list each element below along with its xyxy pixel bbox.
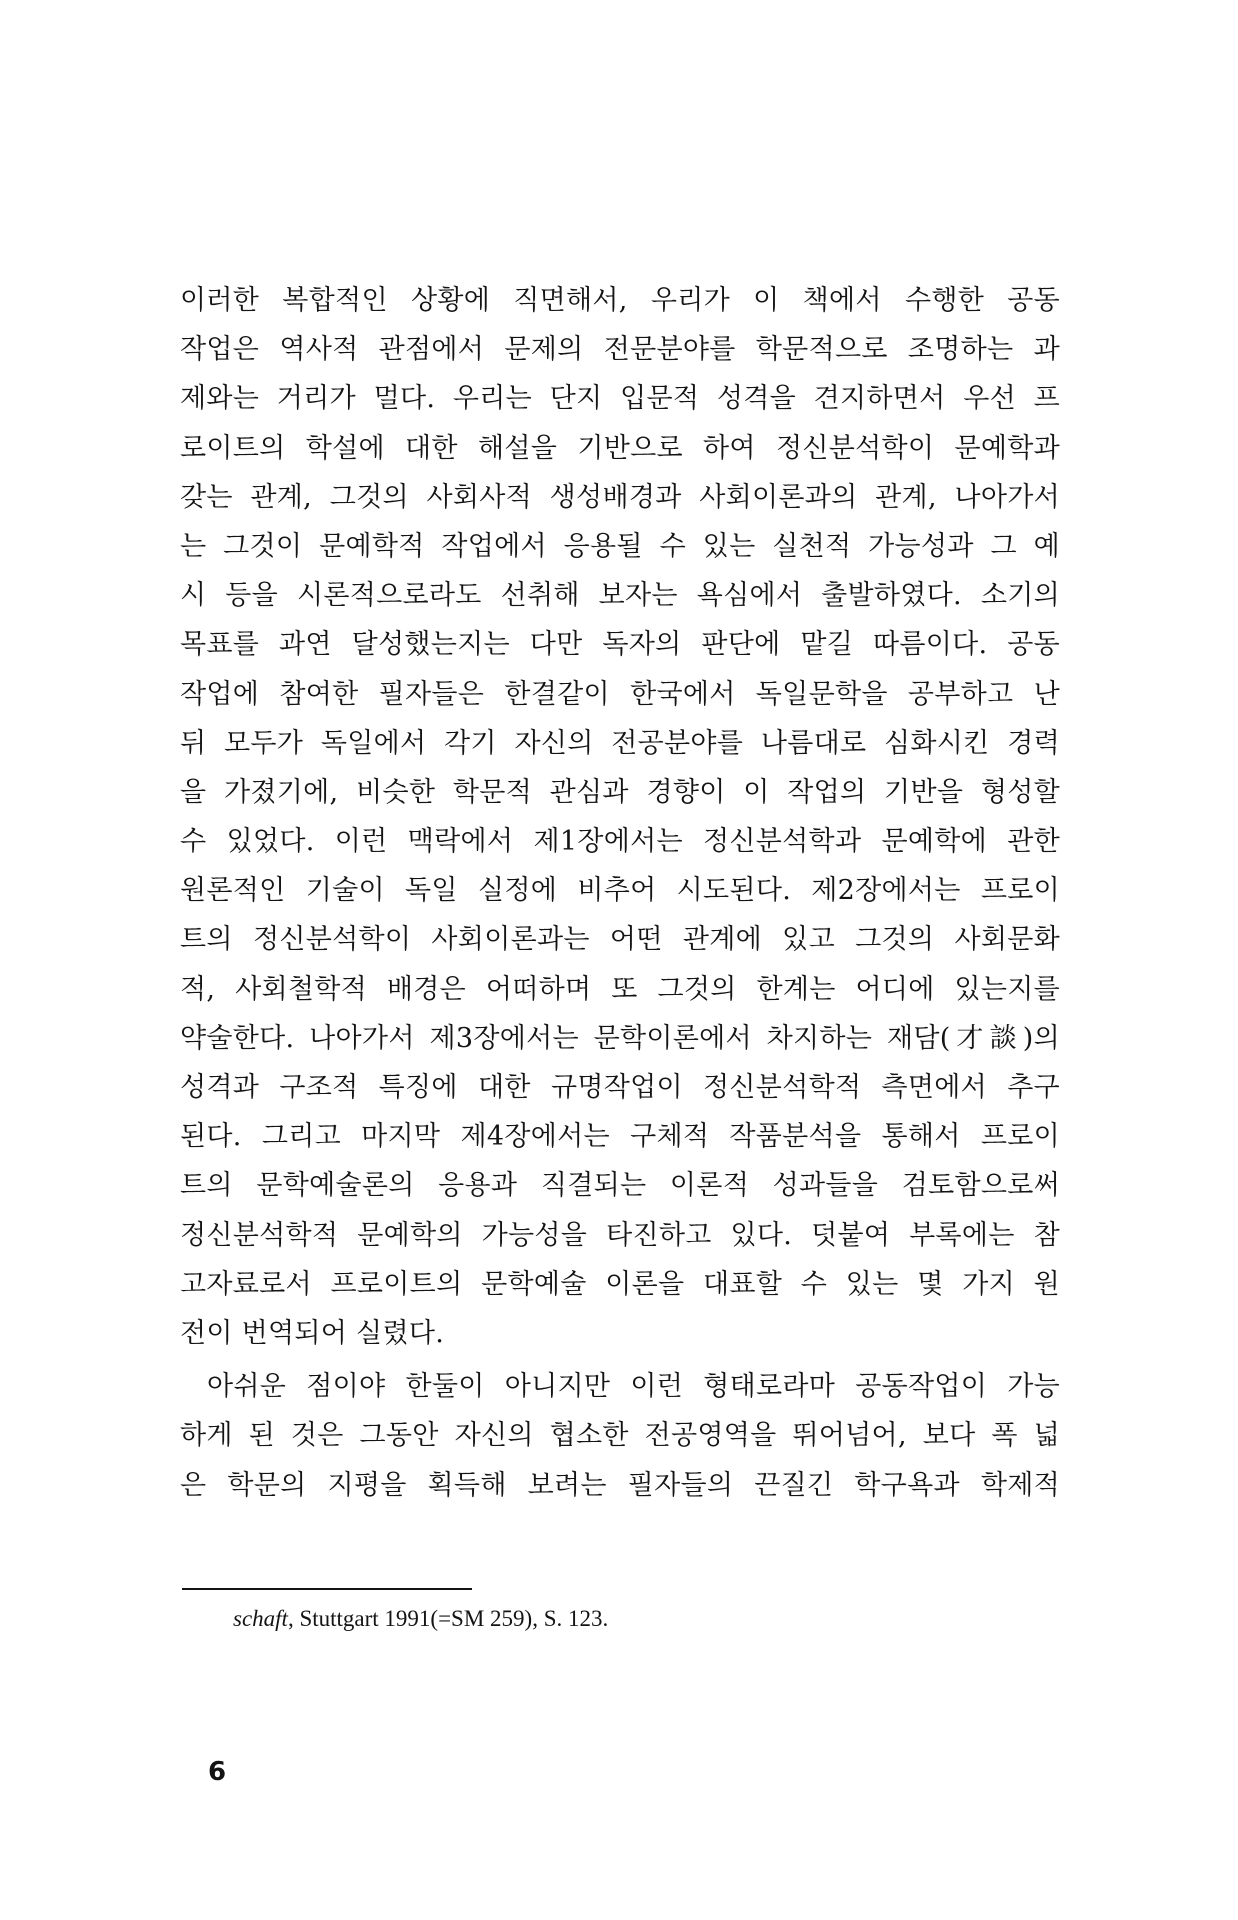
text-line: 원론적인 기술이 독일 실정에 비추어 시도된다. 제2장에서는 프로이 bbox=[180, 875, 1060, 907]
footnote-citation: , Stuttgart 1991(=SM 259), S. 123. bbox=[287, 1606, 609, 1631]
text-line: 시 등을 시론적으로라도 선취해 보자는 욕심에서 출발하였다. 소기의 bbox=[180, 580, 1060, 612]
text-line: 된다. 그리고 마지막 제4장에서는 구체적 작품분석을 통해서 프로이 bbox=[180, 1121, 1060, 1153]
text-line: 을 가졌기에, 비슷한 학문적 관심과 경향이 이 작업의 기반을 형성할 bbox=[180, 776, 1060, 808]
paragraph-2 bbox=[180, 1362, 1060, 1510]
page-number: 6 bbox=[208, 1757, 227, 1787]
text-line: 제와는 거리가 멀다. 우리는 단지 입문적 성격을 견지하면서 우선 프 bbox=[180, 383, 1060, 415]
text-line: 성격과 구조적 특징에 대한 규명작업이 정신분석학적 측면에서 추구 bbox=[180, 1072, 1060, 1103]
footnote-divider bbox=[182, 1588, 472, 1590]
text-line: 하게 된 것은 그동안 자신의 협소한 전공영역을 뛰어넘어, 보다 폭 넓 bbox=[180, 1420, 1060, 1452]
text-line: 이러한 복합적인 상황에 직면해서, 우리가 이 책에서 수행한 공동 bbox=[180, 285, 1060, 316]
text-line: 수 있었다. 이런 맥락에서 제1장에서는 정신분석학과 문예학에 관한 bbox=[180, 826, 1060, 858]
text-line: 로이트의 학설에 대한 해설을 기반으로 하여 정신분석학이 문예학과 bbox=[180, 432, 1060, 464]
text-line: 은 학문의 지평을 획득해 보려는 필자들의 끈질긴 학구욕과 학제적 bbox=[180, 1469, 1060, 1501]
text-line: 목표를 과연 달성했는지는 다만 독자의 판단에 맡길 따름이다. 공동 bbox=[180, 629, 1060, 661]
text-line: 는 그것이 문예학적 작업에서 응용될 수 있는 실천적 가능성과 그 예 bbox=[180, 530, 1060, 562]
text-line: 작업은 역사적 관점에서 문제의 전문분야를 학문적으로 조명하는 과 bbox=[180, 334, 1060, 366]
text-line: 뒤 모두가 독일에서 각기 자신의 전공분야를 나름대로 심화시킨 경력 bbox=[180, 727, 1060, 759]
text-line: 정신분석학적 문예학의 가능성을 타진하고 있다. 덧붙여 부록에는 참 bbox=[180, 1219, 1060, 1251]
text-line: 갖는 관계, 그것의 사회사적 생성배경과 사회이론과의 관계, 나아가서 bbox=[180, 481, 1060, 513]
text-line: 고자료로서 프로이트의 문학예술 이론을 대표할 수 있는 몇 가지 원 bbox=[180, 1268, 1060, 1300]
text-line: 트의 정신분석학이 사회이론과는 어떤 관계에 있고 그것의 사회문화 bbox=[180, 924, 1060, 956]
text-line: 약술한다. 나아가서 제3장에서는 문학이론에서 차지하는 재담(才談)의 bbox=[180, 1022, 1060, 1054]
text-line: 트의 문학예술론의 응용과 직결되는 이론적 성과들을 검토함으로써 bbox=[180, 1170, 1060, 1202]
footnote-italic-title: schaft bbox=[233, 1606, 288, 1631]
text-line: 적, 사회철학적 배경은 어떠하며 또 그것의 한계는 어디에 있는지를 bbox=[180, 973, 1060, 1005]
text-line: 아쉬운 점이야 한둘이 아니지만 이런 형태로라마 공동작업이 가능 bbox=[207, 1371, 1060, 1403]
text-line: 전이 번역되어 실렸다. bbox=[180, 1317, 445, 1349]
body-text bbox=[180, 276, 1060, 1510]
paragraph-1 bbox=[180, 276, 1060, 1358]
text-line: 작업에 참여한 필자들은 한결같이 한국에서 독일문학을 공부하고 난 bbox=[180, 678, 1060, 710]
footnote bbox=[233, 1604, 608, 1634]
